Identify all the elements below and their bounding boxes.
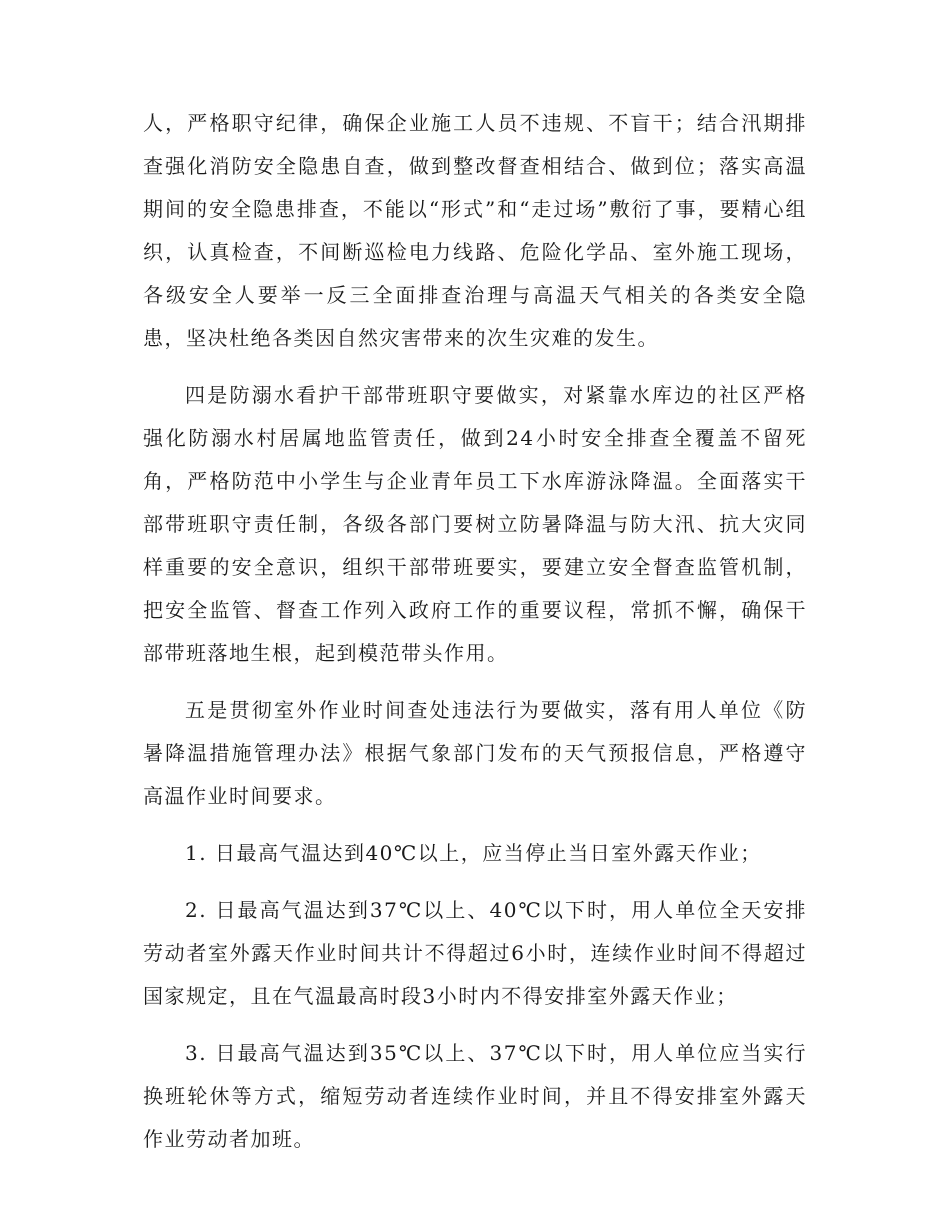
list-item-rule-3: 3. 日最高气温达到35℃以上、37℃以下时，用人单位应当实行换班轮休等方式，缩短劳动者连续作业时间，并且不得安排室外露天作业劳动者加班。 xyxy=(143,1041,807,1151)
paragraph-outdoor-work-time: 五是贯彻室外作业时间查处违法行为要做实，落有用人单位《防暑降温措施管理办法》根据气象部门发布的天气预报信息，严格遵守高温作业时间要求。 xyxy=(143,698,807,808)
list-item-rule-2: 2. 日最高气温达到37℃以上、40℃以下时，用人单位全天安排劳动者室外露天作业时间共计不得超过6小时，连续作业时间不得超过国家规定，且在气温最高时段3小时内不得安排室外露天作业； xyxy=(143,898,807,1008)
list-item-rule-1: 1. 日最高气温达到40℃以上，应当停止当日室外露天作业； xyxy=(185,841,762,865)
document-body xyxy=(143,102,807,1175)
paragraph-continuation: 人，严格职守纪律，确保企业施工人员不违规、不盲干；结合汛期排查强化消防安全隐患自查，做到整改督查相结合、做到位；落实高温期间的安全隐患排查，不能以“形式”和“走过场”敷衍了事，要精心组织，认真检查，不间断巡检电力线路、危险化学品、室外施工现场，各级安全人要举一反三全面排查治理与高温天气相关的各类安全隐患，坚决杜绝各类因自然灾害带来的次生灾难的发生。 xyxy=(143,111,807,350)
paragraph-drowning-prevention: 四是防溺水看护干部带班职守要做实，对紧靠水库边的社区严格强化防溺水村居属地监管责任，做到24小时安全排查全覆盖不留死角，严格防范中小学生与企业青年员工下水库游泳降温。全面落实干部带班职守责任制，各级各部门要树立防暑降温与防大汛、抗大灾同样重要的安全意识，组织干部带班要实，要建立安全督查监管机制，把安全监管、督查工作列入政府工作的重要议程，常抓不懈，确保干部带班落地生根，起到模范带头作用。 xyxy=(143,383,807,665)
